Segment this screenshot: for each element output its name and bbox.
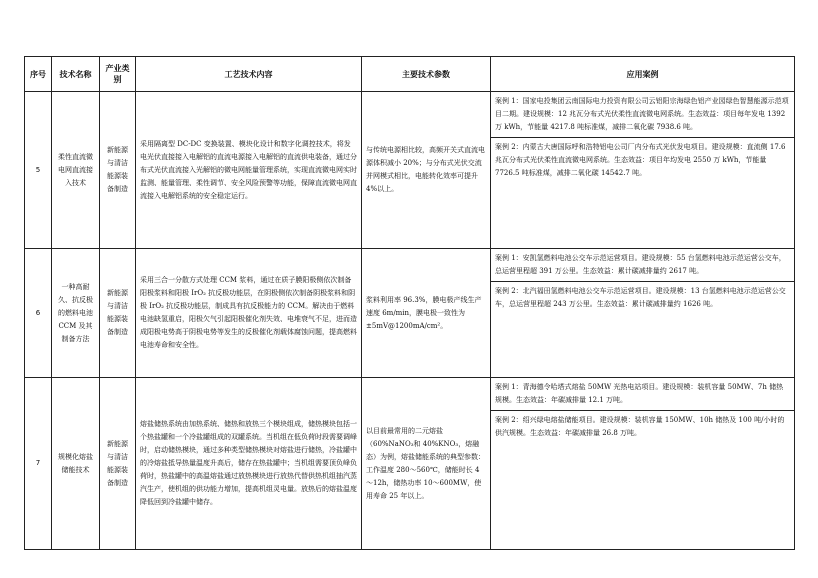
row-content: 采用三合一分散方式处理 CCM 浆料，通过在质子膜阳极侧依次制备阳极浆料和阳极 IrO₂ 抗反极功能层，在阴极侧依次制备阴极浆料和阴极 IrO₂ 抗反极功能层，制成具有抗反极能力的 CCM。解决由于燃料电池缺氢重启，阳极欠气引起阳极催化剂失效、电堆衰气不足，进而造成阳极电势高于阴极电势等发生的反极催化剂载体腐蚀问题，提高燃料电池寿命和安全性。 [136, 249, 362, 378]
row-cases [491, 249, 795, 378]
row-cases [491, 92, 795, 249]
case-item: 案例 2：绍兴绿电熔盐储能项目。建设规模：装机容量 150MW、10h 储热及 100 吨/小时的供汽规模。生态效益：年碳减排量 26.8 万吨。 [491, 410, 794, 443]
header-content: 工艺技术内容 [136, 57, 362, 92]
row-tech-name: 一种高耐久、抗反极的燃料电池 CCM 及其制备方法 [52, 249, 100, 378]
technology-table [24, 56, 795, 550]
case-item: 案例 1：青海德令哈塔式熔盐 50MW 光热电站项目。建设规模：装机容量 50MW、7h 储热规模。生态效益：年碳减排量 12.1 万吨。 [495, 383, 784, 404]
case-item: 案例 1：安凯氢燃料电池公交车示范运营项目。建设规模：55 台氢燃料电池示范运营公交车，总运营里程超 391 万公里。生态效益：累计碳减排量约 2617 吨。 [495, 254, 786, 275]
row-tech-name: 柔性直流微电网直流接入技术 [52, 92, 100, 249]
case-item: 案例 2：北汽福田氢燃料电池公交车示范运营项目。建设规模：13 台氢燃料电池示范运营公交车，总运营里程超 243 万公里。生态效益：累计碳减排量约 1626 吨。 [491, 281, 794, 314]
row-category: 新能源与清洁能源装备制造 [100, 378, 136, 550]
row-seq: 7 [25, 378, 52, 550]
table-header [25, 57, 795, 92]
header-cases: 应用案例 [491, 57, 795, 92]
case-item: 案例 2：内蒙古大唐国际呼和浩特铝电公司厂内分布式光伏发电项目。建设规模：直流侧 17.6 兆瓦分布式光伏柔性直流微电网系统。生态效益：项目年均发电 2550 万 kWh，节能量 7726.5 吨标准煤，减排二氧化碳 14542.7 吨。 [491, 137, 794, 183]
table-row [25, 378, 795, 550]
table-row [25, 249, 795, 378]
row-seq: 5 [25, 92, 52, 249]
row-params: 与传统电源相比较，高频开关式直流电源体积减小 20%；与分布式光伏交流并网模式相比，电能转化效率可提升 4%以上。 [362, 92, 491, 249]
header-category: 产业类别 [100, 57, 136, 92]
header-seq: 序号 [25, 57, 52, 92]
row-category: 新能源与清洁能源装备制造 [100, 249, 136, 378]
row-tech-name: 规模化熔盐储能技术 [52, 378, 100, 550]
header-name: 技术名称 [52, 57, 100, 92]
row-params: 以目前最常用的二元熔盐（60%NaNO₃和 40%KNO₃，熔融态）为例，熔盐储能系统的典型参数：工作温度 280～560℃，储能时长 4～12h，储热功率 10～600MW，使用寿命 25 年以上。 [362, 378, 491, 550]
row-params: 浆料利用率 96.3%，膜电极产线生产速度 6m/min，膜电极一致性为±5mV@1200mA/cm²。 [362, 249, 491, 378]
row-content: 采用隔离型 DC-DC 变换装置、模块化设计和数字化调控技术，将发电光伏直接接入电解铝的直流电源接入电解铝的直流供电装备，通过分布式光伏直流接入光解铝的微电网能量管理系统，实现直流微电网实时监测、能量管理、柔性调节、安全风险预警等功能，保障直流微电网直流接入电解铝系统的安全稳定运行。 [136, 92, 362, 249]
table-row [25, 92, 795, 249]
row-seq: 6 [25, 249, 52, 378]
row-category: 新能源与清洁能源装备制造 [100, 92, 136, 249]
header-params: 主要技术参数 [362, 57, 491, 92]
row-cases [491, 378, 795, 550]
case-item: 案例 1：国家电投集团云南国际电力投资有限公司云铝阳宗海绿色铝产业园绿色智慧能源示范项目二期。建设规模：12 兆瓦分布式光伏柔性直流微电网系统。生态效益：项目每年发电 1392 万 kWh，节能量 4217.8 吨标准煤，减排二氧化碳 7938.6 吨。 [495, 97, 789, 131]
row-content: 熔盐储热系统由加热系统、储热和放热三个模块组成，储热模块包括一个热盐罐和一个冷盐罐组成的双罐系统。当机组在低负荷时段需要调峰时，启动储热模块，通过多种类型储热模块对熔盐进行储热，冷盐罐中的冷熔盐抵导热量温度升高后，储存在热盐罐中；当机组需要顶负峰负荷时，热盐罐中的高温熔盐通过放热模块进行放热代替供热机组抽汽蒸汽生产，使机组的供功能力增加，提高机组灵电量。放热后的熔盐温度降低回到冷盐罐中储存。 [136, 378, 362, 550]
